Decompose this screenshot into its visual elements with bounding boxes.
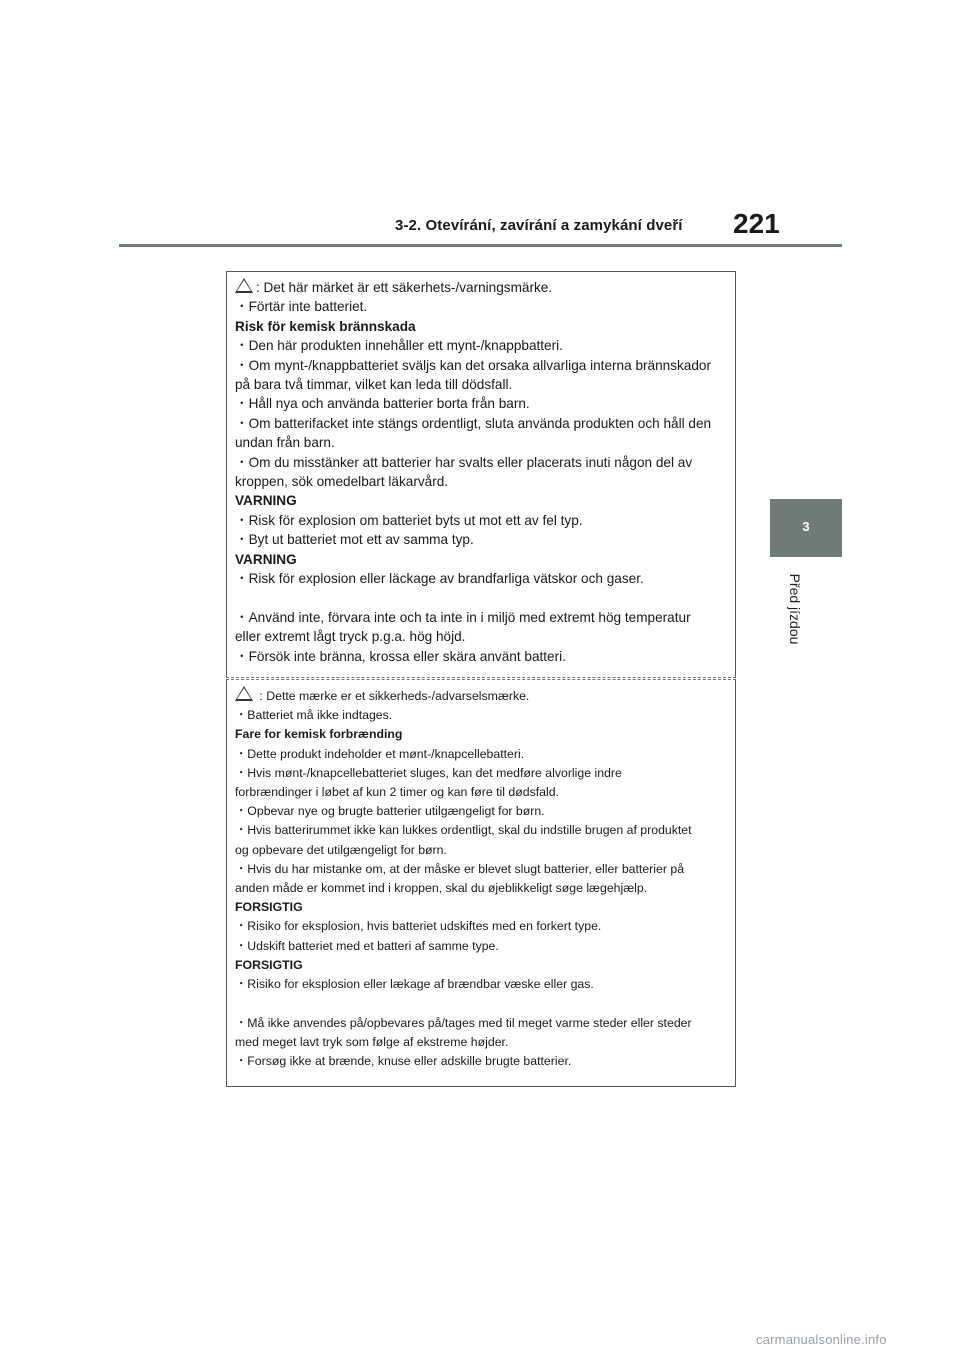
text-line-content: ・Använd inte, förvara inte och ta inte in i miljö med extremt hög temperatur bbox=[235, 609, 691, 625]
text-line-content: ・Risk för explosion eller läckage av brandfarliga vätskor och gaser. bbox=[235, 571, 644, 587]
text-line-content: ・Risk för explosion om batteriet byts ut mot ett av fel typ. bbox=[235, 512, 583, 528]
text-line-content: ・Den här produkten innehåller ett mynt-/knappbatteri. bbox=[235, 338, 563, 354]
text-line-content: ・Håll nya och använda batterier borta från barn. bbox=[235, 396, 530, 412]
header-rule bbox=[119, 244, 842, 247]
text-line-content: eller extremt lågt tryck p.g.a. hög höjd. bbox=[235, 629, 466, 645]
warning-triangle-icon bbox=[235, 686, 253, 701]
text-line-content: ・Dette produkt indeholder et mønt-/knapcellebatteri. bbox=[235, 746, 525, 761]
text-line bbox=[235, 317, 729, 336]
text-line bbox=[235, 608, 729, 627]
text-line-content: VARNING bbox=[235, 493, 297, 509]
danish-lines bbox=[235, 686, 729, 1071]
text-line-content: ・Hvis du har mistanke om, at der måske er blevet slugt batterier, eller batterier på bbox=[235, 861, 685, 876]
text-line-content: ・Udskift batteriet med et batteri af samme type. bbox=[235, 938, 499, 953]
text-line-content: Fare for kemisk forbrænding bbox=[235, 727, 403, 742]
text-line-content: VARNING bbox=[235, 551, 297, 567]
text-line-content: : Det här märket är ett säkerhets-/varningsmärke. bbox=[256, 280, 553, 295]
text-line bbox=[235, 569, 729, 588]
chapter-number: 3 bbox=[802, 519, 810, 534]
text-line-content: ・Forsøg ikke at brænde, knuse eller adskille brugte batterier. bbox=[235, 1054, 572, 1069]
text-line bbox=[235, 453, 729, 472]
text-line-content: på bara två timmar, vilket kan leda till dödsfall. bbox=[235, 377, 513, 393]
text-line-content: ・Batteriet må ikke indtages. bbox=[235, 708, 393, 723]
text-line-content: Risk för kemisk brännskada bbox=[235, 318, 416, 334]
text-line bbox=[235, 511, 729, 530]
text-line bbox=[235, 937, 729, 956]
warning-triangle-icon bbox=[235, 278, 253, 293]
text-line bbox=[235, 956, 729, 975]
text-line-content: ・Om batterifacket inte stängs ordentligt, sluta använda produkten och håll den bbox=[235, 415, 712, 431]
watermark: carmanualsonline.info bbox=[756, 1332, 887, 1347]
text-line-content: forbrændinger i løbet af kun 2 timer og kan føre til dødsfald. bbox=[235, 785, 559, 800]
text-line-content: undan från barn. bbox=[235, 435, 335, 451]
text-line bbox=[235, 898, 729, 917]
text-line-content: : Dette mærke er et sikkerheds-/advarselsmærke. bbox=[256, 689, 530, 703]
text-line-content: FORSIGTIG bbox=[235, 900, 303, 915]
text-line bbox=[235, 278, 729, 297]
text-line-content: ・Om mynt-/knappbatteriet sväljs kan det orsaka allvarliga interna brännskador bbox=[235, 357, 712, 373]
text-line bbox=[235, 994, 729, 1013]
text-line-content: kroppen, sök omedelbart läkarvård. bbox=[235, 474, 449, 490]
text-line bbox=[235, 879, 729, 898]
text-line bbox=[235, 336, 729, 355]
text-line bbox=[235, 783, 729, 802]
text-line-content: ・Förtär inte batteriet. bbox=[235, 299, 368, 315]
text-line bbox=[235, 975, 729, 994]
text-line-content: ・Om du misstänker att batterier har svalts eller placerats inuti någon del av bbox=[235, 454, 693, 470]
text-line bbox=[235, 802, 729, 821]
page-number: 221 bbox=[733, 208, 780, 239]
swedish-warning-box bbox=[226, 271, 736, 678]
danish-warning-box bbox=[226, 679, 736, 1087]
text-line bbox=[235, 491, 729, 510]
text-line bbox=[235, 764, 729, 783]
chapter-tab bbox=[770, 499, 842, 557]
text-line bbox=[235, 686, 729, 706]
text-line-content: ・Må ikke anvendes på/opbevares på/tages med til meget varme steder eller steder bbox=[235, 1015, 692, 1030]
text-line bbox=[235, 860, 729, 879]
text-line bbox=[235, 841, 729, 860]
text-line bbox=[235, 725, 729, 744]
text-line bbox=[235, 706, 729, 725]
text-line bbox=[235, 627, 729, 646]
text-line bbox=[235, 297, 729, 316]
text-line-content: FORSIGTIG bbox=[235, 957, 303, 972]
text-line bbox=[235, 589, 729, 608]
text-line-content: med meget lavt tryk som følge af ekstreme højder. bbox=[235, 1034, 509, 1049]
text-line bbox=[235, 1052, 729, 1071]
text-line-content: ・Försök inte bränna, krossa eller skära använt batteri. bbox=[235, 648, 566, 664]
chapter-title-vertical bbox=[765, 565, 825, 655]
text-line bbox=[235, 550, 729, 569]
text-line bbox=[235, 917, 729, 936]
chapter-title: Před jízdou bbox=[787, 573, 803, 645]
text-line bbox=[235, 647, 729, 666]
swedish-lines bbox=[235, 278, 729, 666]
text-line bbox=[235, 530, 729, 549]
text-line-content: ・Byt ut batteriet mot ett av samma typ. bbox=[235, 532, 474, 548]
text-line-content: ・Risiko for eksplosion eller lækage af brændbar væske eller gas. bbox=[235, 977, 594, 992]
text-line bbox=[235, 821, 729, 840]
text-line bbox=[235, 472, 729, 491]
text-line bbox=[235, 375, 729, 394]
text-line bbox=[235, 745, 729, 764]
text-line bbox=[235, 433, 729, 452]
text-line-content: anden måde er kommet ind i kroppen, skal du øjeblikkeligt søge lægehjælp. bbox=[235, 881, 648, 896]
text-line bbox=[235, 394, 729, 413]
text-line bbox=[235, 1014, 729, 1033]
text-line-content: ・Hvis batterirummet ikke kan lukkes ordentligt, skal du indstille brugen af produktet bbox=[235, 823, 692, 838]
text-line bbox=[235, 356, 729, 375]
text-line-content: og opbevare det utilgængeligt for børn. bbox=[235, 842, 447, 857]
text-line bbox=[235, 1033, 729, 1052]
text-line-content: ・Hvis mønt-/knapcellebatteriet sluges, kan det medføre alvorlige indre bbox=[235, 765, 622, 780]
header-section-title: 3-2. Otevírání, zavírání a zamykání dveří bbox=[395, 217, 683, 234]
text-line-content: ・Opbevar nye og brugte batterier utilgængeligt for børn. bbox=[235, 804, 545, 819]
text-line bbox=[235, 414, 729, 433]
text-line-content: ・Risiko for eksplosion, hvis batteriet udskiftes med en forkert type. bbox=[235, 919, 602, 934]
